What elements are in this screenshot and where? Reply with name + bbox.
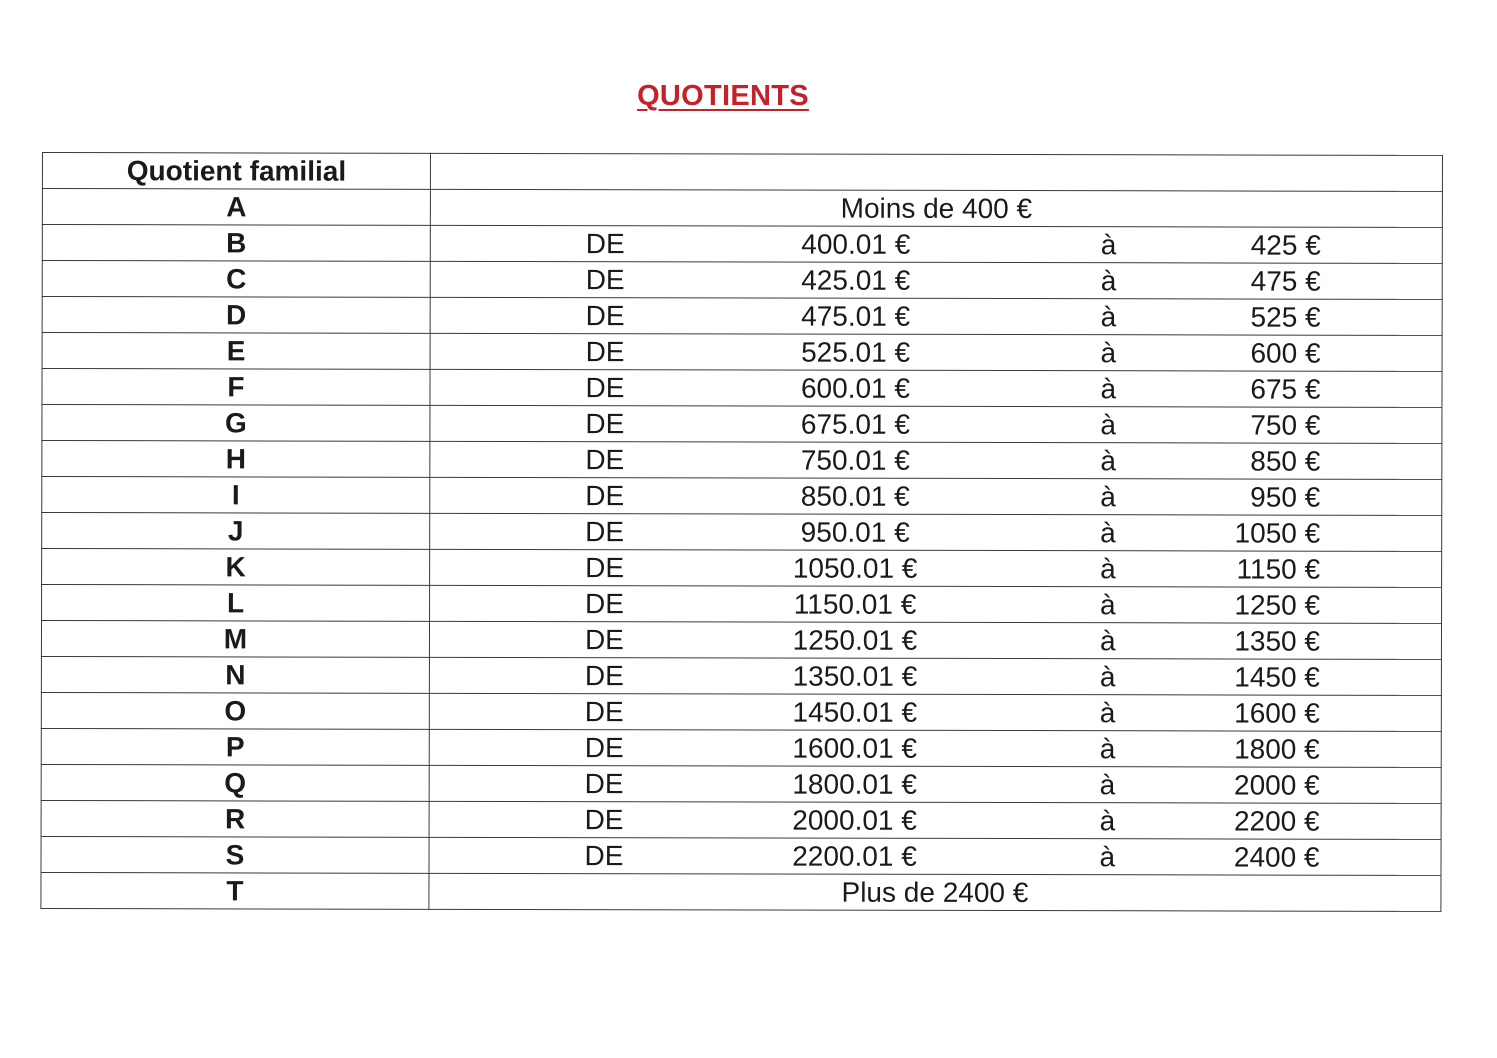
range-from-value: 1250.01 € — [792, 624, 918, 656]
range-de-label: DE — [585, 336, 625, 368]
row-range — [430, 297, 1442, 335]
range-to-value: 1800 € — [1234, 733, 1320, 765]
row-code: L — [42, 585, 430, 622]
table-row — [42, 369, 1442, 408]
row-range — [429, 765, 1441, 803]
table-row — [42, 189, 1442, 228]
header-quotient-familial: Quotient familial — [42, 153, 430, 190]
table-row — [42, 297, 1442, 336]
table-row — [42, 549, 1442, 588]
table-row — [42, 477, 1442, 516]
range-to-value: 1600 € — [1234, 697, 1320, 729]
range-a-label: à — [1099, 733, 1116, 765]
range-from-value: 1450.01 € — [792, 696, 918, 728]
table-row — [41, 692, 1441, 731]
table-row — [41, 621, 1441, 660]
range-de-label: DE — [584, 804, 624, 836]
table-row — [41, 872, 1441, 911]
row-code: D — [42, 297, 430, 334]
row-range — [429, 621, 1441, 659]
range-a-label: à — [1099, 661, 1116, 693]
range-to-value: 475 € — [1250, 265, 1321, 297]
row-range — [430, 441, 1442, 479]
page-title: QUOTIENTS — [637, 80, 809, 112]
row-range — [429, 837, 1441, 875]
range-a-label: à — [1099, 769, 1116, 801]
range-to-value: 950 € — [1250, 481, 1321, 513]
table-row — [41, 764, 1441, 803]
row-range — [430, 225, 1442, 263]
row-range — [430, 405, 1442, 443]
range-from-value: 950.01 € — [800, 516, 910, 548]
range-to-value: 1350 € — [1234, 625, 1321, 657]
table-row — [41, 656, 1441, 695]
row-code: N — [41, 656, 429, 693]
quotient-table-body — [41, 153, 1443, 912]
row-range — [430, 549, 1442, 587]
range-de-label: DE — [585, 480, 625, 512]
range-de-label: DE — [585, 552, 625, 584]
table-row — [42, 405, 1442, 444]
range-to-value: 525 € — [1250, 301, 1321, 333]
range-to-value: 1450 € — [1234, 661, 1320, 693]
range-from-value: 1600.01 € — [792, 732, 918, 764]
range-from-value: 750.01 € — [800, 444, 910, 476]
range-from-value: 1050.01 € — [792, 552, 918, 584]
range-de-label: DE — [584, 660, 624, 692]
row-code: A — [42, 189, 430, 226]
row-range — [430, 369, 1442, 407]
row-range — [430, 585, 1442, 623]
range-de-label: DE — [584, 696, 624, 728]
row-code: K — [42, 549, 430, 586]
quotient-table — [40, 152, 1443, 912]
row-range — [429, 657, 1441, 695]
range-de-label: DE — [585, 408, 625, 440]
table-row — [41, 728, 1441, 767]
range-a-label: à — [1100, 445, 1116, 477]
table-row — [42, 261, 1442, 300]
range-to-value: 1150 € — [1236, 553, 1321, 585]
row-range — [429, 729, 1441, 767]
range-from-value: 425.01 € — [801, 264, 911, 296]
table-row — [41, 800, 1441, 839]
row-code: S — [41, 836, 429, 873]
range-de-label: DE — [584, 624, 624, 656]
range-de-label: DE — [584, 840, 624, 872]
range-from-value: 525.01 € — [801, 336, 911, 368]
table-row — [41, 836, 1441, 875]
range-to-value: 1050 € — [1234, 517, 1321, 549]
row-code: C — [42, 261, 430, 298]
range-a-label: à — [1100, 373, 1117, 405]
range-to-value: 2200 € — [1233, 805, 1320, 837]
range-from-value: 2200.01 € — [792, 840, 917, 872]
row-range — [429, 801, 1441, 839]
row-code: H — [42, 441, 430, 478]
range-de-label: DE — [584, 768, 624, 800]
row-range — [430, 477, 1442, 515]
table-row — [42, 225, 1442, 264]
range-de-label: DE — [585, 444, 625, 476]
row-code: T — [41, 872, 429, 909]
range-from-value: 400.01 € — [801, 228, 911, 260]
row-code: Q — [41, 764, 429, 801]
range-from-value: 2000.01 € — [792, 804, 917, 836]
range-a-label: à — [1099, 805, 1116, 837]
row-range-text: Plus de 2400 € — [429, 873, 1441, 911]
range-from-value: 1800.01 € — [792, 768, 917, 800]
range-a-label: à — [1100, 517, 1116, 549]
range-a-label: à — [1100, 589, 1116, 621]
range-a-label: à — [1100, 265, 1117, 297]
range-a-label: à — [1099, 841, 1116, 873]
range-a-label: à — [1100, 553, 1116, 585]
range-to-value: 600 € — [1250, 337, 1321, 369]
row-code: P — [41, 728, 429, 765]
row-code: B — [42, 225, 430, 262]
range-a-label: à — [1099, 697, 1116, 729]
range-from-value: 1350.01 € — [792, 660, 918, 692]
table-header-row — [42, 153, 1442, 192]
row-code: J — [42, 513, 430, 550]
range-to-value: 850 € — [1250, 445, 1321, 477]
header-range — [430, 153, 1442, 191]
row-code: G — [42, 405, 430, 442]
row-range — [430, 333, 1442, 371]
range-from-value: 675.01 € — [800, 408, 910, 440]
row-range — [429, 693, 1441, 731]
range-from-value: 850.01 € — [800, 480, 910, 512]
range-from-value: 475.01 € — [801, 300, 911, 332]
range-de-label: DE — [585, 516, 625, 548]
range-a-label: à — [1100, 301, 1117, 333]
range-de-label: DE — [584, 732, 624, 764]
range-de-label: DE — [585, 300, 625, 332]
range-to-value: 425 € — [1250, 229, 1321, 261]
row-range-text: Moins de 400 € — [430, 189, 1442, 227]
range-a-label: à — [1100, 409, 1117, 441]
range-from-value: 600.01 € — [800, 372, 911, 404]
range-a-label: à — [1100, 337, 1117, 369]
range-to-value: 750 € — [1250, 409, 1321, 441]
range-a-label: à — [1099, 625, 1116, 657]
row-range — [430, 261, 1442, 299]
row-code: E — [42, 333, 430, 370]
table-row — [42, 513, 1442, 552]
row-range — [430, 513, 1442, 551]
table-row — [42, 333, 1442, 372]
range-de-label: DE — [585, 588, 624, 620]
row-code: F — [42, 369, 430, 406]
range-to-value: 2000 € — [1234, 769, 1320, 801]
range-a-label: à — [1100, 481, 1116, 513]
table-row — [42, 585, 1442, 624]
row-code: R — [41, 800, 429, 837]
row-code: I — [42, 477, 430, 514]
range-to-value: 1250 € — [1234, 589, 1321, 621]
range-de-label: DE — [585, 228, 625, 260]
row-code: O — [41, 692, 429, 729]
table-row — [42, 441, 1442, 480]
range-a-label: à — [1100, 229, 1117, 261]
range-to-value: 675 € — [1250, 373, 1321, 405]
range-to-value: 2400 € — [1233, 841, 1320, 873]
range-de-label: DE — [585, 372, 625, 404]
range-from-value: 1150.01 € — [793, 588, 917, 620]
range-de-label: DE — [585, 264, 625, 296]
row-code: M — [41, 621, 429, 658]
